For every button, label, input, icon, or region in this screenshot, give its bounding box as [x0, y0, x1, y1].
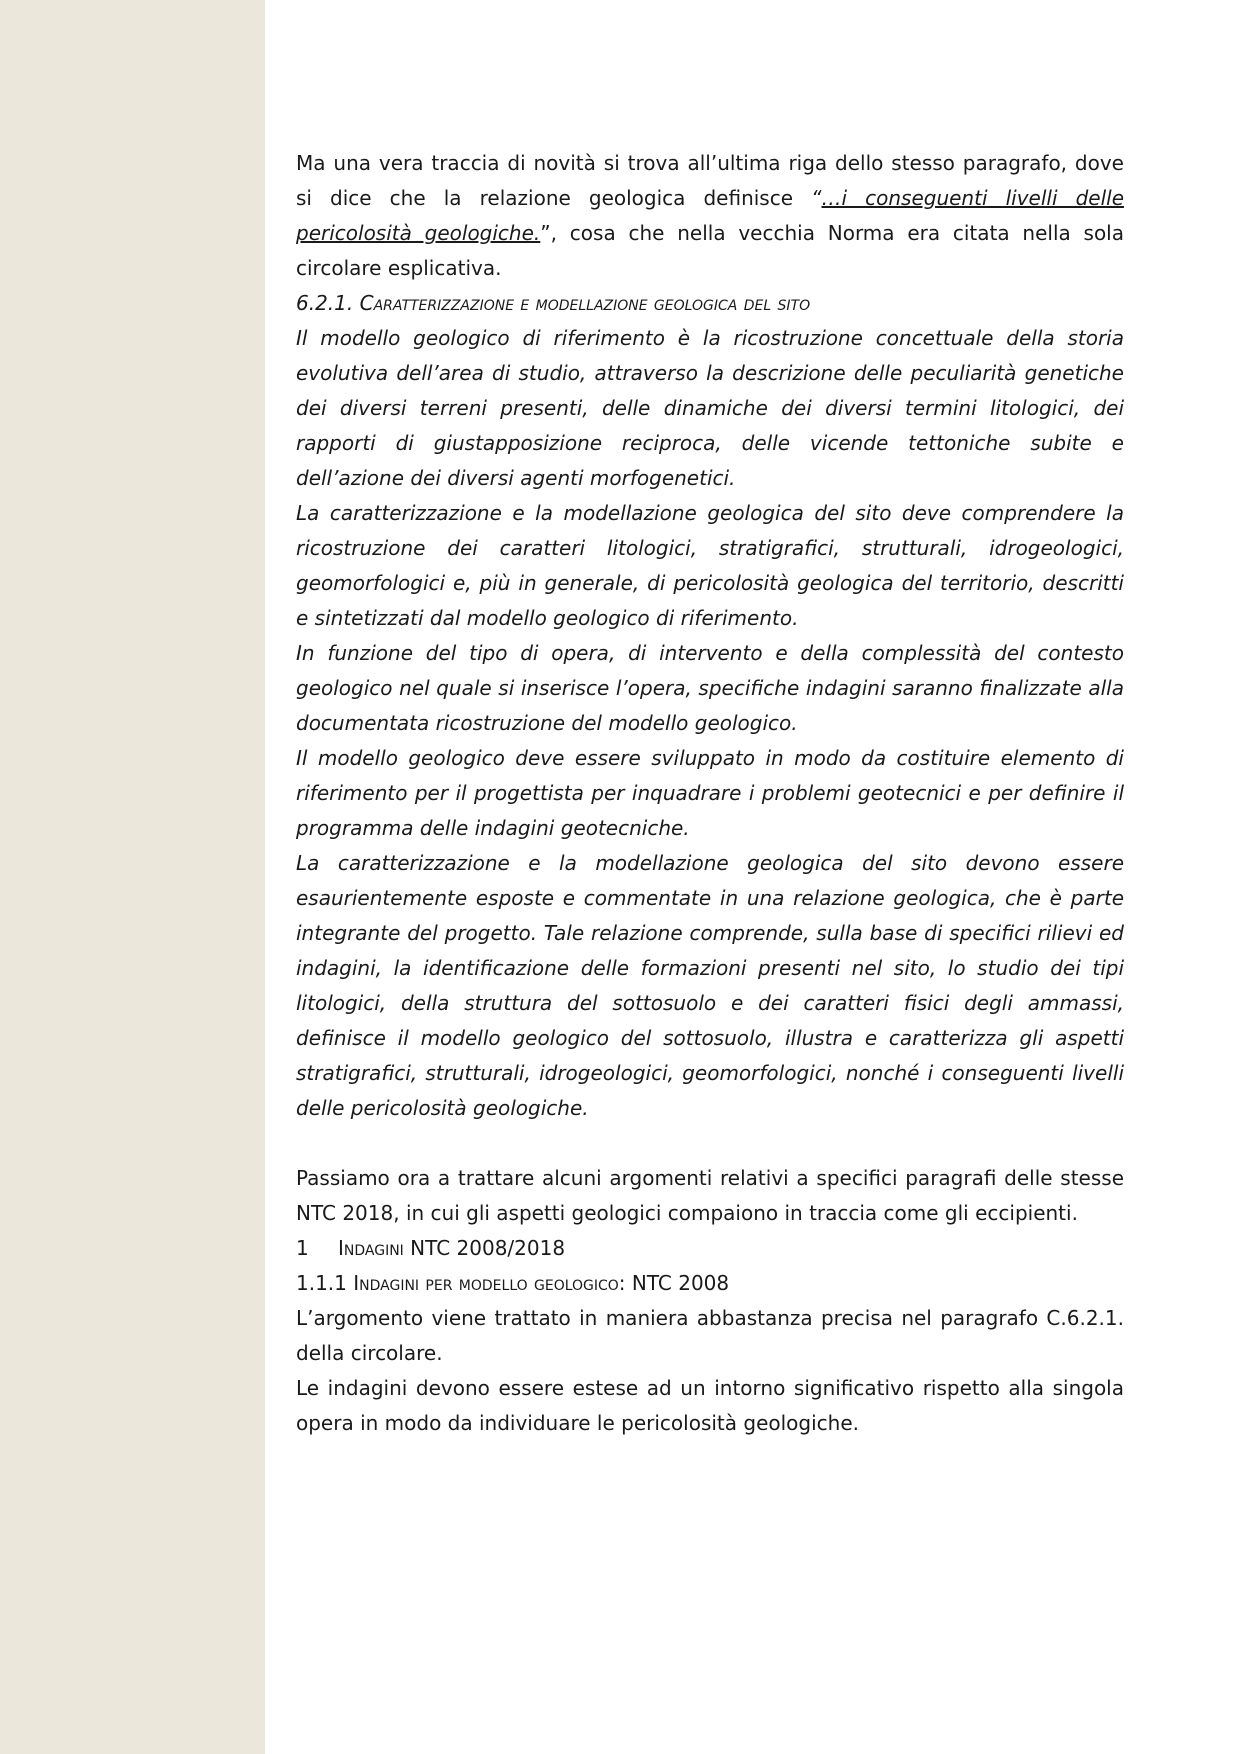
section-621-paragraph: La caratterizzazione e la modellazione geologica del sito deve comprendere la ricostruzione dei caratteri litologici, stratigrafici, strutturali, idrogeologici, geomorfologici e, più in generale, di pericolosità geologica del territorio, descritti e sintetizzati dal modello geologico di riferimento. [296, 501, 1124, 630]
section-111-title-sc: Indagini per modello geologico: [353, 1271, 626, 1295]
section-621-paragraph: Il modello geologico deve essere sviluppato in modo da costituire elemento di riferimento per il progettista per inquadrare i problemi geotecnici e per definire il programma delle indagini geotecniche. [296, 746, 1124, 840]
transition-paragraph: Passiamo ora a trattare alcuni argomenti relativi a specifici paragrafi delle stesse NTC 2018, in cui gli aspetti geologici compaiono in traccia come gli eccipienti. [296, 1166, 1124, 1225]
chapter-1-title-sc: Indagini [338, 1236, 404, 1260]
intro-quote: …i conseguenti livelli delle pericolosità geologiche. [296, 186, 1124, 245]
chapter-1-title-rest: NTC 2008/2018 [403, 1236, 566, 1260]
section-111-paragraph: Le indagini devono essere estese ad un intorno significativo rispetto alla singola opera in modo da individuare le pericolosità geologiche. [296, 1376, 1124, 1435]
section-111-paragraph: L’argomento viene trattato in maniera abbastanza precisa nel paragrafo C.6.2.1. della circolare. [296, 1306, 1124, 1365]
intro-quote-open: “ [811, 186, 822, 210]
section-621-paragraph: In funzione del tipo di opera, di intervento e della complessità del contesto geologico nel quale si inserisce l’opera, specifiche indagini saranno finalizzate alla documentata ricostruzione del modello geologico. [296, 641, 1124, 735]
page-side-band [0, 0, 265, 1754]
document-page [296, 146, 1124, 1441]
section-111-number: 1.1.1 [296, 1271, 347, 1295]
intro-text-after: , cosa che nella vecchia Norma era citata nella sola circolare esplicativa. [296, 221, 1124, 280]
section-111-heading [296, 1266, 1124, 1301]
intro-quote-close: ” [540, 221, 551, 245]
section-621-number: 6.2.1. [296, 291, 354, 315]
chapter-1-number: 1 [296, 1236, 309, 1260]
chapter-1-heading [296, 1231, 1124, 1266]
section-621-paragraph: La caratterizzazione e la modellazione geologica del sito devono essere esaurientemente esposte e commentate in una relazione geologica, che è parte integrante del progetto. Tale relazione comprende, sulla base di specifici rilievi ed indagini, la identificazione delle formazioni presenti nel sito, lo studio dei tipi litologici, della struttura del sottosuolo e dei caratteri fisici degli ammassi, definisce il modello geologico del sottosuolo, illustra e caratterizza gli aspetti stratigrafici, strutturali, idrogeologici, geomorfologici, nonché i conseguenti livelli delle pericolosità geologiche. [296, 851, 1124, 1120]
intro-text-before: Ma una vera traccia di novità si trova all’ultima riga dello stesso paragrafo, dove si dice che la relazione geologica definisce [296, 151, 1124, 210]
section-621-heading [296, 286, 1124, 321]
intro-paragraph [296, 146, 1124, 286]
section-111-title-rest: NTC 2008 [625, 1271, 730, 1295]
section-621-title: Caratterizzazione e modellazione geologica del sito [359, 291, 811, 315]
section-621-paragraph: Il modello geologico di riferimento è la ricostruzione concettuale della storia evolutiva dell’area di studio, attraverso la descrizione delle peculiarità genetiche dei diversi terreni presenti, delle dinamiche dei diversi termini litologici, dei rapporti di giustapposizione reciproca, delle vicende tettoniche subite e dell’azione dei diversi agenti morfogenetici. [296, 326, 1124, 490]
